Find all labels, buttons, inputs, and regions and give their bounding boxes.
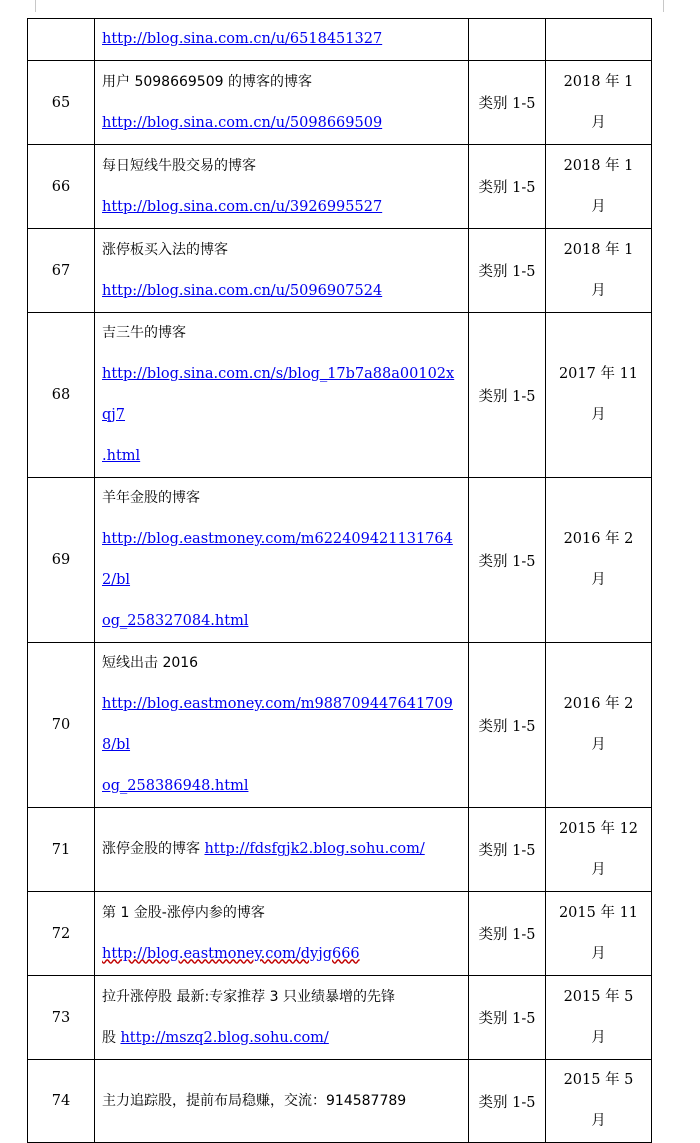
row-number: 67 [28,229,95,313]
page-corner-mark-right [663,0,672,12]
blog-url-link[interactable]: http://blog.eastmoney.com/m6224094211317642/bl [102,531,453,588]
date-cell: 2015 年 11 月 [546,892,652,976]
category-cell: 类别 1-5 [469,976,546,1060]
blog-name-text: 第 1 金股-涨停内参的博客 [102,904,265,921]
description-line [102,934,460,975]
blog-description-cell [95,145,469,229]
category-cell: 类别 1-5 [469,1060,546,1143]
description-line [102,893,460,934]
row-number: 73 [28,976,95,1060]
date-cell: 2016 年 2 月 [546,643,652,808]
blog-name-text: 吉三牛的博客 [102,325,186,341]
table-row [28,976,652,1060]
blog-name-text: 用户 5098669509 的博客的博客 [102,73,312,90]
blog-url-link[interactable]: http://mszq2.blog.sohu.com/ [120,1029,329,1046]
description-line [102,187,460,228]
category-cell: 类别 1-5 [469,643,546,808]
blog-description-cell [95,19,469,61]
row-number [28,19,95,61]
description-line [102,313,460,354]
blog-url-link[interactable]: og_258327084.html [102,613,249,629]
blog-url-link[interactable]: http://blog.sina.com.cn/u/5098669509 [102,114,383,131]
row-number: 65 [28,61,95,145]
description-line [102,103,460,144]
date-cell [546,19,652,61]
table-row [28,643,652,808]
blog-description-cell [95,808,469,892]
date-cell: 2018 年 1 月 [546,229,652,313]
blog-name-text: 涨停板买入法的博客 [102,241,228,258]
category-cell: 类别 1-5 [469,478,546,643]
description-line [102,1018,460,1059]
category-cell: 类别 1-5 [469,61,546,145]
blog-description-cell [95,313,469,478]
blog-description-cell [95,643,469,808]
category-cell: 类别 1-5 [469,808,546,892]
row-number: 66 [28,145,95,229]
blog-url-link[interactable]: http://blog.sina.com.cn/u/6518451327 [102,31,383,47]
description-line [102,436,460,477]
blog-url-link[interactable]: http://blog.sina.com.cn/u/3926995527 [102,198,383,215]
description-line [102,684,460,766]
description-line [102,19,460,60]
table-row [28,145,652,229]
date-cell: 2016 年 2 月 [546,478,652,643]
category-cell: 类别 1-5 [469,229,546,313]
description-line [102,601,460,642]
blog-description-cell [95,229,469,313]
table-row [28,892,652,976]
blog-description-cell [95,892,469,976]
blog-table-body [28,19,652,1143]
description-line [102,62,460,103]
blog-name-text: 羊年金股的博客 [102,490,200,506]
date-cell: 2015 年 5 月 [546,976,652,1060]
row-number: 68 [28,313,95,478]
row-number: 72 [28,892,95,976]
blog-description-cell [95,1060,469,1143]
description-line [102,271,460,312]
table-row [28,808,652,892]
category-cell: 类别 1-5 [469,313,546,478]
page-corner-mark-left [27,0,36,12]
description-line [102,146,460,187]
row-number: 71 [28,808,95,892]
table-row [28,229,652,313]
blog-url-link[interactable]: og_258386948.html [102,778,249,794]
blog-url-link[interactable]: http://blog.eastmoney.com/m9887094476417098/bl [102,696,453,753]
blog-name-text: 每日短线牛股交易的博客 [102,157,256,174]
blog-url-link[interactable]: http://blog.eastmoney.com/dyjg666 [102,945,360,962]
description-line [102,766,460,807]
row-number: 69 [28,478,95,643]
category-cell: 类别 1-5 [469,892,546,976]
description-line [102,519,460,601]
description-line [102,354,460,436]
table-row [28,19,652,61]
row-number: 74 [28,1060,95,1143]
date-cell: 2015 年 5 月 [546,1060,652,1143]
row-number: 70 [28,643,95,808]
table-row [28,61,652,145]
blog-url-link[interactable]: http://blog.sina.com.cn/s/blog_17b7a88a00102xqj7 [102,366,455,423]
table-row [28,1060,652,1143]
date-cell: 2018 年 1 月 [546,145,652,229]
blog-table [27,18,652,1143]
table-row [28,478,652,643]
blog-name-text: 短线出击 2016 [102,655,199,671]
blog-url-link[interactable]: http://blog.sina.com.cn/u/5096907524 [102,282,383,299]
blog-name-text: 涨停金股的博客 [102,841,205,857]
blog-name-text: 主力追踪股，提前布局稳赚，交流：914587789 [102,1092,407,1109]
description-line [102,643,460,684]
blog-description-cell [95,61,469,145]
description-line [102,977,460,1018]
blog-url-link[interactable]: .html [102,448,141,464]
blog-description-cell [95,976,469,1060]
blog-description-cell [95,478,469,643]
category-cell: 类别 1-5 [469,145,546,229]
blog-name-text: 股 [102,1029,121,1046]
category-cell [469,19,546,61]
blog-url-link[interactable]: http://fdsfgjk2.blog.sohu.com/ [204,841,425,857]
blog-name-text: 拉升涨停股 最新:专家推荐 3 只业绩暴增的先锋 [102,988,395,1005]
description-line [102,478,460,519]
description-line [102,1081,460,1122]
description-line [102,230,460,271]
date-cell: 2015 年 12 月 [546,808,652,892]
description-line [102,829,460,870]
date-cell: 2018 年 1 月 [546,61,652,145]
date-cell: 2017 年 11 月 [546,313,652,478]
table-row [28,313,652,478]
